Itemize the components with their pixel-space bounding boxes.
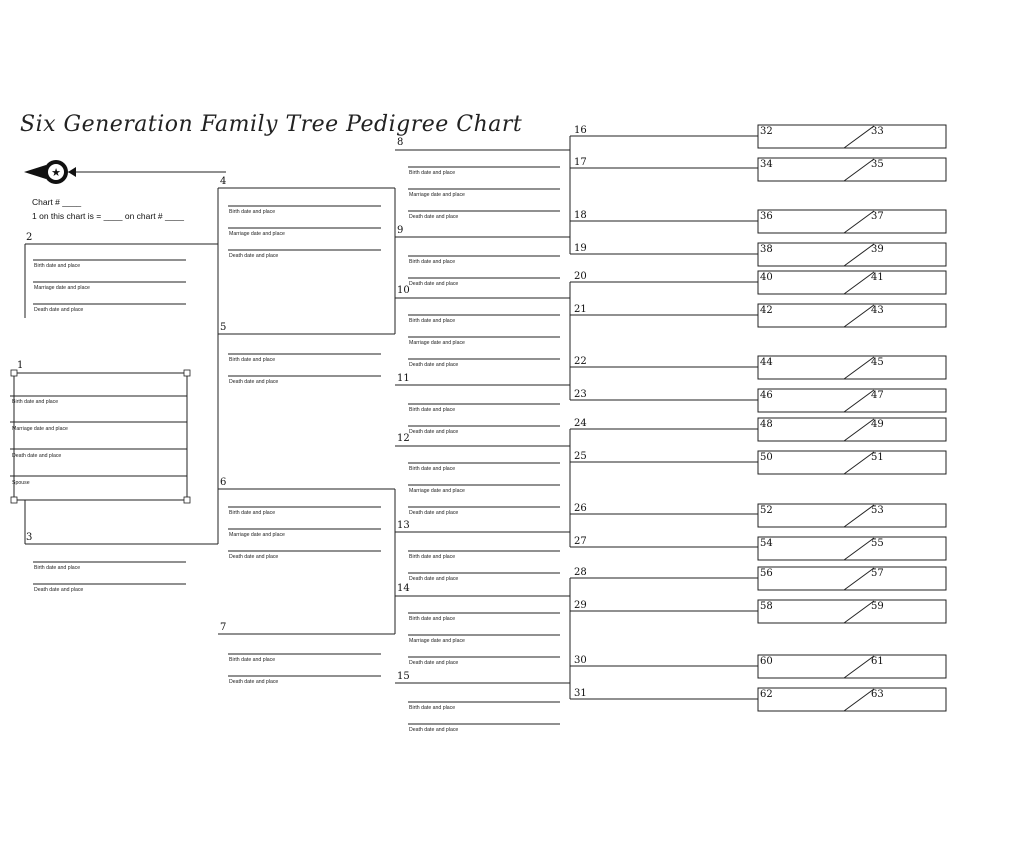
ancestor-box xyxy=(758,210,946,233)
box-divider xyxy=(844,689,874,711)
box-divider xyxy=(844,159,874,181)
ancestor-number: 9 xyxy=(397,225,404,236)
death-label: Death date and place xyxy=(229,379,279,385)
box-number-left: 58 xyxy=(760,601,773,612)
death-label: Death date and place xyxy=(409,660,459,666)
spouse-label: Spouse xyxy=(12,480,30,486)
death-label: Death date and place xyxy=(229,253,279,259)
chart-number-label: Chart # ____ xyxy=(32,197,82,207)
ancestor-box xyxy=(758,304,946,327)
ancestor-box xyxy=(758,655,946,678)
ancestor-box xyxy=(758,271,946,294)
ancestor-number: 29 xyxy=(574,600,587,611)
box-number-left: 34 xyxy=(760,159,773,170)
marriage-label: Marriage date and place xyxy=(409,488,465,494)
ancestor-number: 30 xyxy=(574,655,587,666)
box-number-right: 59 xyxy=(871,601,884,612)
birth-label: Birth date and place xyxy=(34,263,81,269)
box-divider xyxy=(844,244,874,266)
box-number-right: 63 xyxy=(871,689,884,700)
birth-label: Birth date and place xyxy=(409,616,456,622)
birth-label: Birth date and place xyxy=(409,705,456,711)
box-number-left: 36 xyxy=(760,211,773,222)
ancestor-box xyxy=(758,243,946,266)
marriage-label: Marriage date and place xyxy=(229,231,285,237)
ancestor-number: 21 xyxy=(574,304,587,315)
box-number-left: 32 xyxy=(760,126,773,137)
ancestor-number: 17 xyxy=(574,157,587,168)
ancestor-number: 20 xyxy=(574,271,587,282)
box-number-left: 60 xyxy=(760,656,773,667)
box-number-right: 57 xyxy=(871,568,884,579)
ancestor-box xyxy=(758,389,946,412)
ancestor-number: 13 xyxy=(397,520,410,531)
ancestor-number: 22 xyxy=(574,356,587,367)
box-number-left: 52 xyxy=(760,505,773,516)
ornament-arrow-icon xyxy=(24,165,46,179)
box-number-right: 33 xyxy=(871,126,884,137)
corner-ornament xyxy=(184,497,190,503)
birth-label: Birth date and place xyxy=(229,657,276,663)
ancestor-box xyxy=(758,158,946,181)
birth-label: Birth date and place xyxy=(229,209,276,215)
birth-label: Birth date and place xyxy=(409,318,456,324)
marriage-label: Marriage date and place xyxy=(409,340,465,346)
ancestor-number: 25 xyxy=(574,451,587,462)
box-number-right: 51 xyxy=(871,452,884,463)
box-divider xyxy=(844,538,874,560)
ancestor-number: 31 xyxy=(574,688,587,699)
ancestor-box xyxy=(758,125,946,148)
birth-label: Birth date and place xyxy=(229,510,276,516)
death-label: Death date and place xyxy=(409,576,459,582)
birth-label: Birth date and place xyxy=(409,259,456,265)
box-divider xyxy=(844,211,874,233)
ancestor-number: 6 xyxy=(220,477,227,488)
ancestor-number: 3 xyxy=(26,532,33,543)
box-number-left: 46 xyxy=(760,390,773,401)
ancestor-number: 4 xyxy=(220,176,227,187)
ancestor-number: 28 xyxy=(574,567,587,578)
box-number-left: 56 xyxy=(760,568,773,579)
ancestor-number: 14 xyxy=(397,583,410,594)
marriage-label: Marriage date and place xyxy=(34,285,90,291)
death-label: Death date and place xyxy=(34,307,84,313)
ancestor-number: 11 xyxy=(397,373,410,384)
ancestor-number: 23 xyxy=(574,389,587,400)
box-divider xyxy=(844,656,874,678)
death-label: Death date and place xyxy=(409,214,459,220)
box-number-left: 44 xyxy=(760,357,773,368)
marriage-label: Marriage date and place xyxy=(229,532,285,538)
box-number-right: 45 xyxy=(871,357,884,368)
ancestor-number: 16 xyxy=(574,125,587,136)
birth-label: Birth date and place xyxy=(12,399,59,405)
death-label: Death date and place xyxy=(229,679,279,685)
birth-label: Birth date and place xyxy=(229,357,276,363)
corner-ornament xyxy=(11,370,17,376)
box-number-left: 50 xyxy=(760,452,773,463)
death-label: Death date and place xyxy=(12,453,62,459)
ancestor-number: 24 xyxy=(574,418,587,429)
ancestor-number: 26 xyxy=(574,503,587,514)
ancestor-number: 19 xyxy=(574,243,587,254)
marriage-label: Marriage date and place xyxy=(409,638,465,644)
ancestor-box xyxy=(758,600,946,623)
chart-title: Six Generation Family Tree Pedigree Chart xyxy=(20,112,523,137)
ancestor-number: 12 xyxy=(397,433,410,444)
ancestor-number: 15 xyxy=(397,671,410,682)
ancestor-number: 2 xyxy=(26,232,33,243)
box-number-left: 42 xyxy=(760,305,773,316)
box-number-right: 61 xyxy=(871,656,884,667)
corner-ornament xyxy=(11,497,17,503)
death-label: Death date and place xyxy=(34,587,84,593)
box-number-left: 40 xyxy=(760,272,773,283)
birth-label: Birth date and place xyxy=(34,565,81,571)
ancestor-box xyxy=(758,451,946,474)
death-label: Death date and place xyxy=(409,362,459,368)
marriage-label: Marriage date and place xyxy=(409,192,465,198)
box-number-right: 35 xyxy=(871,159,884,170)
box-divider xyxy=(844,505,874,527)
box-divider xyxy=(844,452,874,474)
box-divider xyxy=(844,126,874,148)
box-divider xyxy=(844,601,874,623)
marriage-label: Marriage date and place xyxy=(12,426,68,432)
box-number-left: 62 xyxy=(760,689,773,700)
person-1-box xyxy=(14,373,187,500)
birth-label: Birth date and place xyxy=(409,407,456,413)
box-number-right: 41 xyxy=(871,272,884,283)
corner-ornament xyxy=(184,370,190,376)
death-label: Death date and place xyxy=(409,510,459,516)
death-label: Death date and place xyxy=(409,429,459,435)
ancestor-box xyxy=(758,356,946,379)
ancestor-box xyxy=(758,688,946,711)
box-number-left: 38 xyxy=(760,244,773,255)
box-number-right: 55 xyxy=(871,538,884,549)
birth-label: Birth date and place xyxy=(409,554,456,560)
box-number-right: 53 xyxy=(871,505,884,516)
chart-reference-label: 1 on this chart is = ____ on chart # ____ xyxy=(32,211,184,221)
box-divider xyxy=(844,419,874,441)
ancestor-box xyxy=(758,418,946,441)
box-divider xyxy=(844,305,874,327)
box-number-left: 48 xyxy=(760,419,773,430)
box-number-right: 49 xyxy=(871,419,884,430)
ancestor-box xyxy=(758,504,946,527)
box-number-right: 43 xyxy=(871,305,884,316)
ancestor-number: 18 xyxy=(574,210,587,221)
death-label: Death date and place xyxy=(409,281,459,287)
ornament-tail-icon xyxy=(68,167,76,177)
box-number-right: 47 xyxy=(871,390,884,401)
ancestor-number: 7 xyxy=(220,622,227,633)
box-divider xyxy=(844,272,874,294)
ancestor-number: 1 xyxy=(17,360,24,371)
birth-label: Birth date and place xyxy=(409,170,456,176)
ancestor-number: 10 xyxy=(397,285,410,296)
box-number-left: 54 xyxy=(760,538,773,549)
death-label: Death date and place xyxy=(409,727,459,733)
ornament-star-icon: ★ xyxy=(51,166,61,179)
box-number-right: 37 xyxy=(871,211,884,222)
ancestor-box xyxy=(758,567,946,590)
ancestor-number: 27 xyxy=(574,536,587,547)
birth-label: Birth date and place xyxy=(409,466,456,472)
ancestor-number: 8 xyxy=(397,137,404,148)
box-divider xyxy=(844,357,874,379)
box-number-right: 39 xyxy=(871,244,884,255)
box-divider xyxy=(844,568,874,590)
death-label: Death date and place xyxy=(229,554,279,560)
box-divider xyxy=(844,390,874,412)
ancestor-box xyxy=(758,537,946,560)
ancestor-number: 5 xyxy=(220,322,227,333)
